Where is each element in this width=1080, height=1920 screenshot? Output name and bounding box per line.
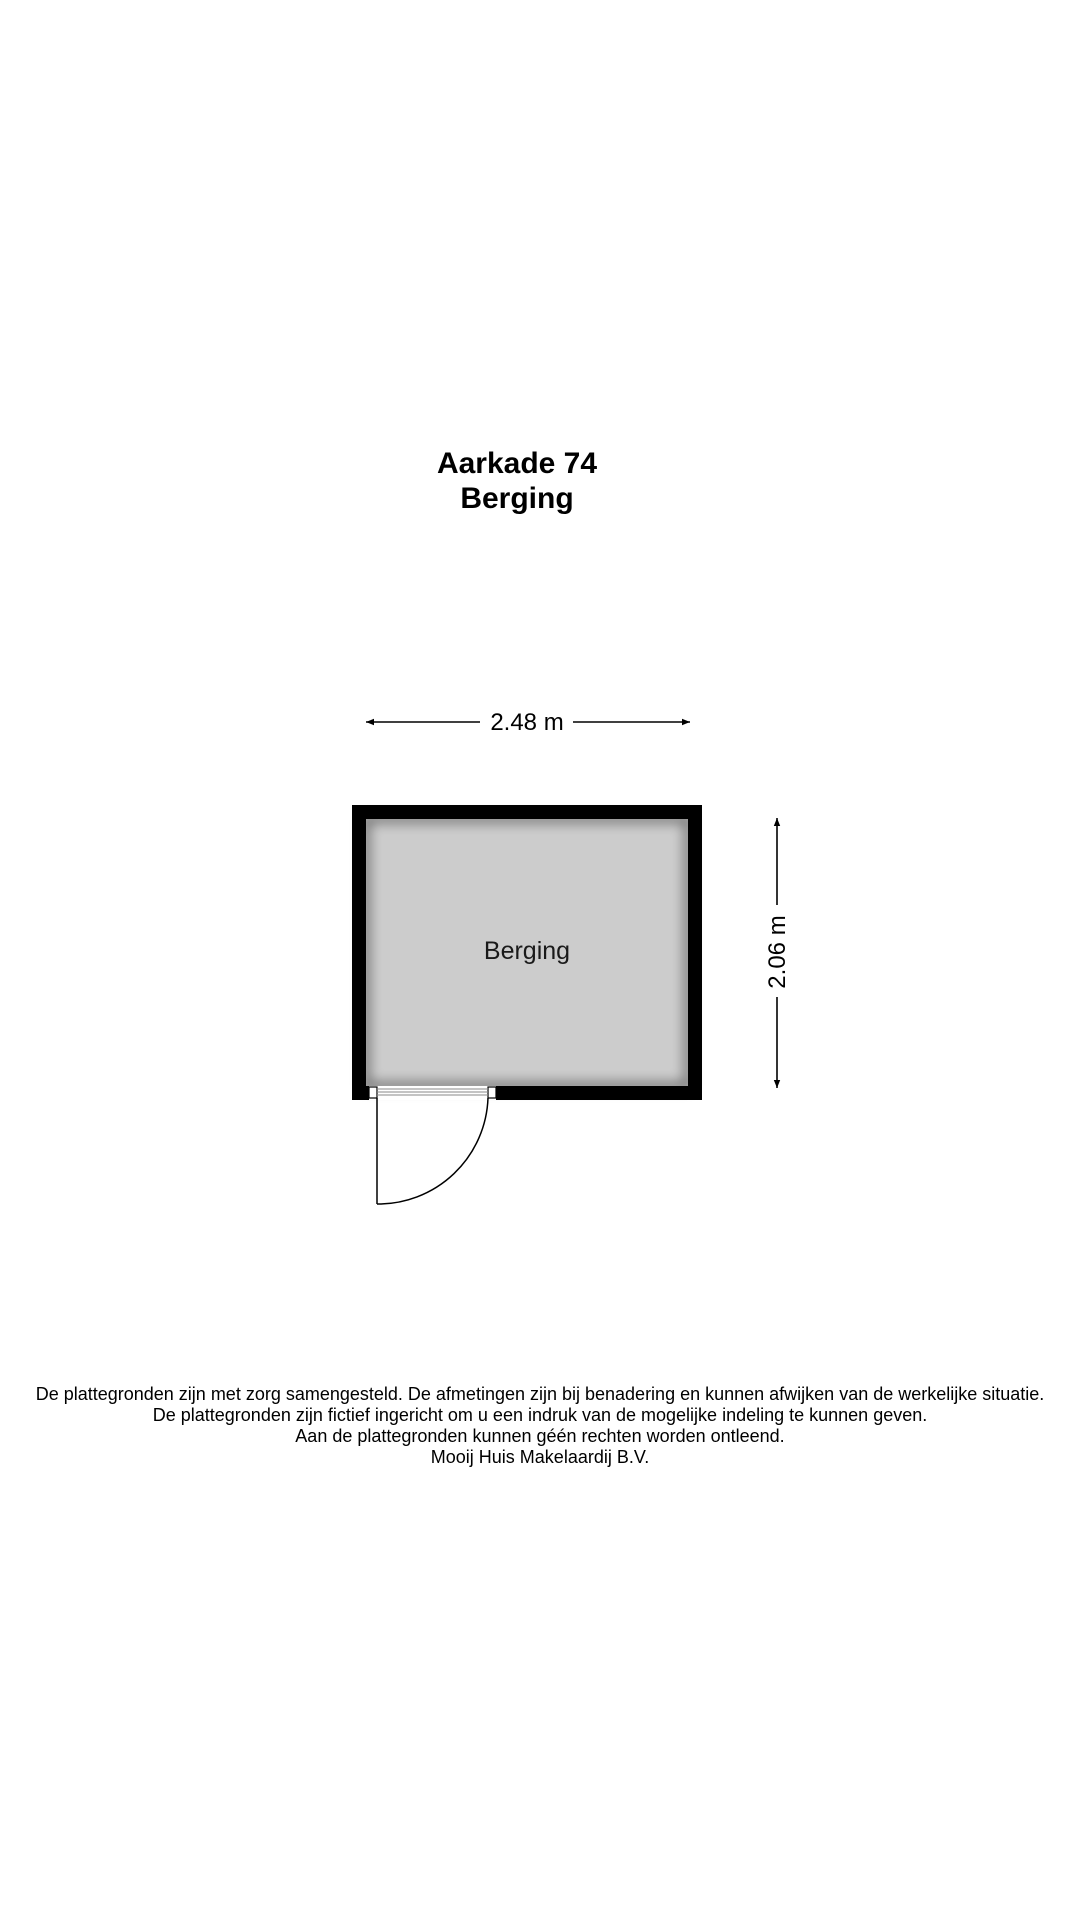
door (369, 1086, 496, 1204)
disclaimer-line: De plattegronden zijn met zorg samengesteld. De afmetingen zijn bij benadering en kunnen afwijken van de werkelijke situatie. (35, 1384, 1045, 1404)
disclaimer-line: De plattegronden zijn fictief ingericht om u een indruk van de mogelijke indeling te kunnen geven. (152, 1405, 928, 1425)
depth-dimension (764, 818, 791, 1088)
room-label: Berging (483, 937, 571, 965)
floorplan-address-title: Aarkade 74 (436, 447, 598, 480)
floorplan-floor-title: Berging (460, 482, 574, 515)
door-opening (369, 1086, 496, 1100)
door-swing-arc (377, 1098, 488, 1204)
disclaimer-company: Mooij Huis Makelaardij B.V. (430, 1447, 650, 1467)
door-frame-left (369, 1087, 377, 1098)
width-dimension (366, 709, 690, 736)
depth-dimension-label: 2.06 m (764, 915, 791, 989)
disclaimer (0, 1384, 1080, 1468)
width-dimension-label: 2.48 m (490, 709, 564, 736)
door-frame-right (488, 1087, 496, 1098)
disclaimer-line: Aan de plattegronden kunnen géén rechten worden ontleend. (295, 1426, 785, 1446)
room-berging (352, 805, 702, 1100)
